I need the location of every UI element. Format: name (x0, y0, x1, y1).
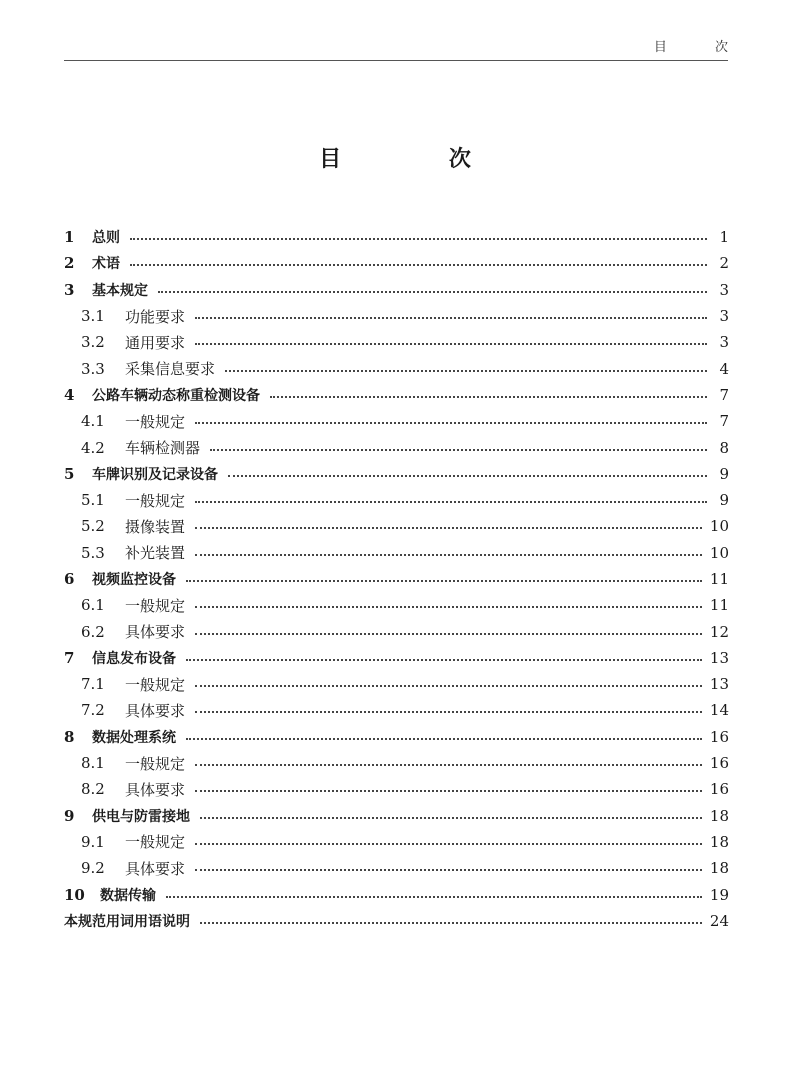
dot-leader (195, 869, 702, 871)
toc-entry[interactable] (64, 461, 729, 487)
toc-entry-page: 3 (719, 307, 729, 326)
toc-entry-page: 18 (709, 806, 729, 825)
toc-entry-title: 一般规定 (125, 833, 186, 852)
toc-entry-number: 5.1 (81, 491, 105, 510)
toc-entry-number: 8 (64, 727, 75, 746)
dot-leader (186, 659, 702, 661)
dot-leader (130, 238, 707, 240)
header-rule (64, 60, 728, 61)
toc-entry-title: 车辆检测器 (125, 439, 201, 458)
toc-entry-number: 6 (64, 570, 75, 588)
toc-entry-number: 9.1 (81, 832, 105, 851)
dot-leader (210, 449, 707, 451)
dot-leader (200, 922, 702, 924)
toc-entry-number: 3.2 (81, 333, 105, 352)
toc-entry-page: 18 (709, 832, 729, 851)
table-of-contents (64, 224, 729, 934)
dot-leader (225, 370, 707, 372)
toc-entry-title: 具体要求 (125, 701, 186, 720)
toc-entry-page: 12 (709, 622, 729, 641)
toc-entry-title: 公路车辆动态称重检测设备 (92, 387, 260, 404)
toc-entry[interactable] (64, 566, 729, 592)
dot-leader (186, 738, 702, 740)
toc-entry[interactable] (64, 776, 729, 802)
toc-entry-number: 7.2 (81, 701, 105, 720)
page-title: 目 次 (319, 147, 521, 172)
toc-entry[interactable] (64, 750, 729, 776)
toc-entry[interactable] (64, 277, 729, 303)
toc-entry-title: 补光装置 (125, 544, 186, 563)
toc-entry-number: 10 (64, 885, 85, 904)
dot-leader (195, 711, 702, 713)
toc-entry-number: 5 (64, 464, 75, 483)
toc-entry-title: 术语 (92, 256, 120, 273)
dot-leader (195, 554, 702, 556)
toc-entry[interactable] (64, 908, 729, 934)
toc-entry-page: 18 (709, 859, 729, 878)
toc-entry[interactable] (64, 881, 729, 907)
toc-entry-page: 16 (709, 727, 729, 746)
toc-entry-title: 基本规定 (92, 282, 148, 299)
toc-entry-number: 7 (64, 648, 75, 667)
toc-entry-number: 4.2 (81, 438, 105, 457)
toc-entry-title: 总则 (92, 230, 120, 247)
toc-entry-page: 13 (709, 675, 729, 694)
toc-entry-page: 9 (719, 464, 729, 483)
dot-leader (186, 580, 702, 582)
dot-leader (195, 606, 702, 608)
toc-entry-title: 具体要求 (125, 623, 186, 642)
toc-entry-page: 1 (719, 228, 729, 247)
toc-entry-page: 10 (709, 517, 729, 536)
dot-leader (166, 896, 702, 898)
dot-leader (228, 475, 707, 477)
toc-entry-page: 7 (719, 412, 729, 431)
toc-entry-page: 13 (709, 648, 729, 667)
toc-entry-page: 10 (709, 543, 729, 562)
toc-entry-page: 2 (719, 254, 729, 273)
toc-entry[interactable] (64, 540, 729, 566)
toc-entry-page: 3 (719, 280, 729, 299)
toc-entry-title: 本规范用词用语说明 (64, 913, 190, 930)
toc-entry-title: 具体要求 (125, 859, 186, 878)
toc-entry-number: 4 (64, 385, 75, 404)
toc-entry-title: 一般规定 (125, 412, 186, 431)
toc-entry-number: 9 (64, 806, 75, 825)
toc-entry[interactable] (64, 592, 729, 618)
toc-entry-page: 24 (709, 911, 729, 930)
toc-entry-number: 4.1 (81, 412, 105, 431)
toc-entry[interactable] (64, 803, 729, 829)
toc-entry-title: 一般规定 (125, 596, 186, 615)
dot-leader (195, 422, 707, 424)
toc-entry[interactable] (64, 382, 729, 408)
running-head: 目 次 (653, 40, 750, 55)
toc-entry[interactable] (64, 487, 729, 513)
dot-leader (195, 501, 707, 503)
toc-entry-page: 14 (709, 701, 729, 720)
toc-entry-page: 7 (719, 385, 729, 404)
toc-entry-number: 6.2 (81, 622, 105, 641)
toc-entry[interactable] (64, 250, 729, 276)
toc-entry-number: 8.2 (81, 780, 105, 799)
toc-entry[interactable] (64, 618, 729, 644)
toc-entry-title: 具体要求 (125, 780, 186, 799)
dot-leader (195, 317, 707, 319)
dot-leader (195, 685, 702, 687)
dot-leader (158, 291, 707, 293)
toc-entry-page: 16 (709, 754, 729, 773)
toc-entry-title: 数据处理系统 (92, 729, 176, 746)
toc-entry-number: 9.2 (81, 859, 105, 878)
toc-entry-number: 6.1 (81, 596, 105, 615)
toc-entry-number: 3 (64, 280, 75, 299)
toc-entry-number: 8.1 (81, 754, 105, 773)
toc-entry-title: 一般规定 (125, 754, 186, 773)
toc-entry-page: 19 (709, 885, 729, 904)
toc-entry-title: 数据传输 (100, 887, 156, 904)
toc-entry-title: 信息发布设备 (92, 650, 176, 667)
toc-entry-title: 采集信息要求 (125, 360, 216, 379)
toc-entry-page: 9 (719, 491, 729, 510)
dot-leader (130, 264, 707, 266)
dot-leader (195, 633, 702, 635)
toc-entry[interactable] (64, 408, 729, 434)
toc-entry[interactable] (64, 855, 729, 881)
toc-entry-number: 3.3 (81, 359, 105, 378)
toc-entry[interactable] (64, 224, 729, 250)
toc-entry[interactable] (64, 329, 729, 355)
toc-entry-page: 11 (709, 596, 729, 615)
toc-entry-page: 3 (719, 333, 729, 352)
toc-entry[interactable] (64, 671, 729, 697)
dot-leader (195, 527, 702, 529)
toc-entry[interactable] (64, 434, 729, 460)
toc-entry-title: 摄像装置 (125, 517, 186, 536)
dot-leader (195, 843, 702, 845)
toc-entry-number: 7.1 (81, 675, 105, 694)
toc-entry[interactable] (64, 645, 729, 671)
toc-entry[interactable] (64, 829, 729, 855)
toc-entry-title: 供电与防雷接地 (92, 808, 190, 825)
toc-entry-page: 11 (709, 570, 729, 588)
toc-entry[interactable] (64, 724, 729, 750)
toc-entry[interactable] (64, 697, 729, 723)
toc-entry[interactable] (64, 355, 729, 381)
toc-entry[interactable] (64, 513, 729, 539)
dot-leader (200, 817, 702, 819)
toc-entry-title: 功能要求 (125, 307, 186, 326)
toc-entry-title: 视频监控设备 (92, 572, 176, 588)
toc-entry-title: 一般规定 (125, 675, 186, 694)
dot-leader (195, 790, 702, 792)
toc-entry-number: 5.2 (81, 517, 105, 536)
dot-leader (195, 764, 702, 766)
toc-entry-number: 5.3 (81, 543, 105, 562)
toc-entry-number: 3.1 (81, 307, 105, 326)
toc-entry-title: 一般规定 (125, 491, 186, 510)
toc-entry-number: 1 (64, 228, 75, 247)
toc-entry-page: 8 (719, 438, 729, 457)
toc-entry-page: 16 (709, 780, 729, 799)
toc-entry-title: 通用要求 (125, 333, 186, 352)
dot-leader (195, 343, 707, 345)
toc-entry-title: 车牌识别及记录设备 (92, 466, 218, 483)
toc-entry[interactable] (64, 303, 729, 329)
dot-leader (270, 396, 707, 398)
toc-entry-page: 4 (719, 359, 729, 378)
toc-entry-number: 2 (64, 254, 75, 273)
